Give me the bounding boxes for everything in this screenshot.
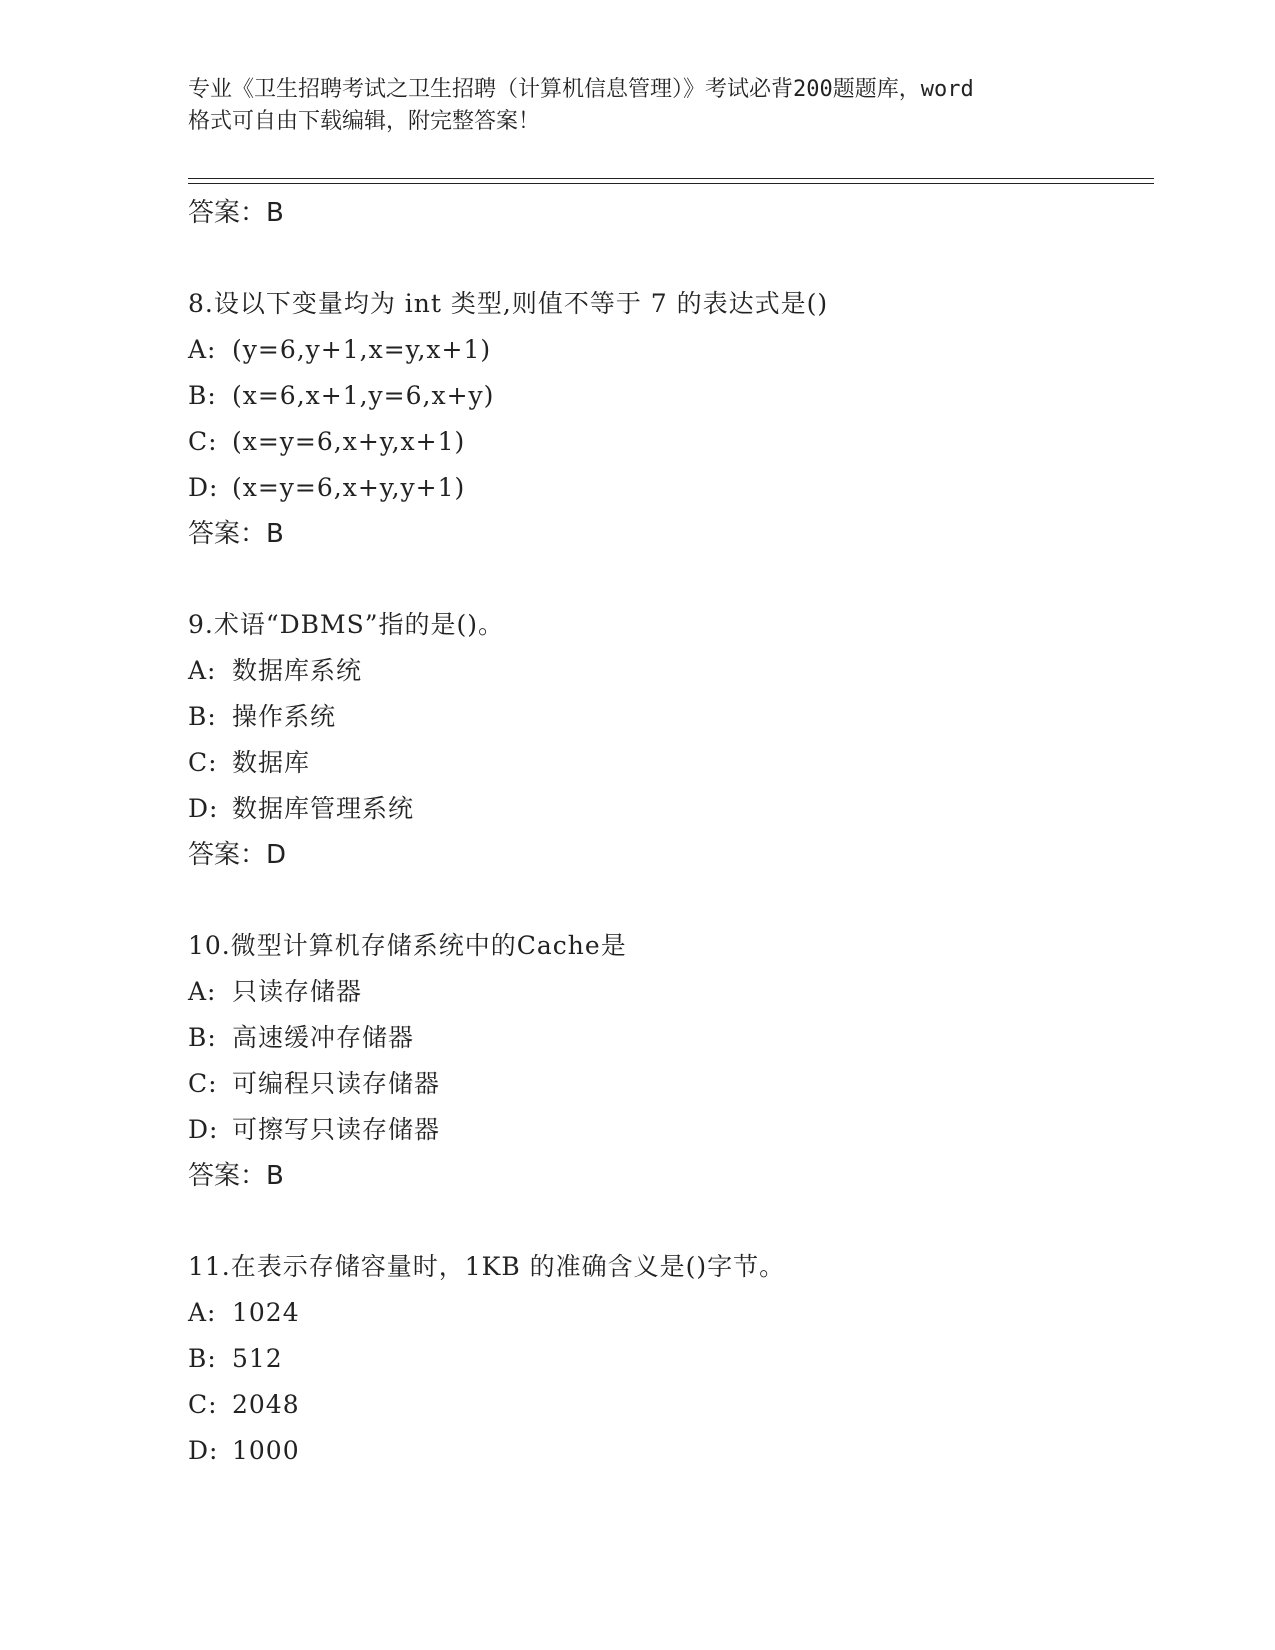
option-text: 数据库系统	[232, 656, 363, 685]
option-label: B:	[188, 381, 217, 410]
option-d	[188, 786, 1148, 832]
option-text: 512	[232, 1344, 283, 1373]
question-block	[188, 281, 1148, 557]
option-c	[188, 1061, 1148, 1107]
option-label: C:	[188, 1390, 218, 1419]
option-d	[188, 1107, 1148, 1153]
option-label: C:	[188, 748, 218, 777]
option-text: 可擦写只读存储器	[232, 1115, 441, 1144]
option-text: 高速缓冲存储器	[232, 1023, 415, 1052]
option-a	[188, 969, 1148, 1015]
option-text: 数据库管理系统	[232, 794, 415, 823]
option-text: (x=6,x+1,y=6,x+y)	[232, 381, 495, 410]
answer-line: 答案：B	[188, 1161, 284, 1191]
option-text: (x=y=6,x+y,y+1)	[232, 473, 466, 502]
option-text: 1000	[232, 1436, 300, 1465]
option-a	[188, 1290, 1148, 1336]
option-b	[188, 1336, 1148, 1382]
question-text: 8.设以下变量均为 int 类型,则值不等于 7 的表达式是()	[188, 289, 829, 318]
header-line-2: 格式可自由下载编辑，附完整答案！	[188, 109, 541, 134]
option-c	[188, 1382, 1148, 1428]
option-a	[188, 648, 1148, 694]
option-label: B:	[188, 1344, 217, 1373]
answer-line: 答案：B	[188, 198, 284, 228]
header-line-1: 专业《卫生招聘考试之卫生招聘（计算机信息管理）》考试必背200题题库，word	[188, 77, 974, 102]
answer-line: 答案：B	[188, 519, 284, 549]
spacer	[188, 1199, 1148, 1244]
header-divider-top	[188, 178, 1154, 179]
option-label: D:	[188, 1115, 219, 1144]
header-divider-bottom	[188, 183, 1154, 184]
option-label: A:	[188, 656, 217, 685]
option-label: C:	[188, 427, 218, 456]
option-label: C:	[188, 1069, 218, 1098]
option-d	[188, 465, 1148, 511]
question-text: 10.微型计算机存储系统中的Cache是	[188, 931, 627, 960]
spacer	[188, 878, 1148, 923]
option-label: B:	[188, 702, 217, 731]
question-text: 9.术语“DBMS”指的是()。	[188, 610, 505, 639]
option-text: 1024	[232, 1298, 300, 1327]
question-block	[188, 1244, 1148, 1474]
option-text: 2048	[232, 1390, 300, 1419]
option-text: 操作系统	[232, 702, 337, 731]
option-a	[188, 327, 1148, 373]
option-text: 只读存储器	[232, 977, 363, 1006]
option-label: D:	[188, 1436, 219, 1465]
spacer	[188, 557, 1148, 602]
option-c	[188, 740, 1148, 786]
option-b	[188, 694, 1148, 740]
option-label: D:	[188, 794, 219, 823]
option-c	[188, 419, 1148, 465]
option-label: A:	[188, 1298, 217, 1327]
option-text: (y=6,y+1,x=y,x+1)	[232, 335, 492, 364]
option-label: B:	[188, 1023, 217, 1052]
question-block	[188, 602, 1148, 878]
question-block	[188, 923, 1148, 1199]
document-header	[188, 74, 1088, 138]
spacer	[188, 236, 1148, 281]
question-text: 11.在表示存储容量时，1KB 的准确含义是()字节。	[188, 1252, 786, 1281]
option-text: 可编程只读存储器	[232, 1069, 441, 1098]
option-label: A:	[188, 977, 217, 1006]
option-text: 数据库	[232, 748, 311, 777]
answer-line: 答案：D	[188, 840, 287, 870]
option-label: D:	[188, 473, 219, 502]
option-label: A:	[188, 335, 217, 364]
option-b	[188, 1015, 1148, 1061]
document-body	[188, 190, 1148, 1474]
option-d	[188, 1428, 1148, 1474]
option-b	[188, 373, 1148, 419]
option-text: (x=y=6,x+y,x+1)	[232, 427, 466, 456]
